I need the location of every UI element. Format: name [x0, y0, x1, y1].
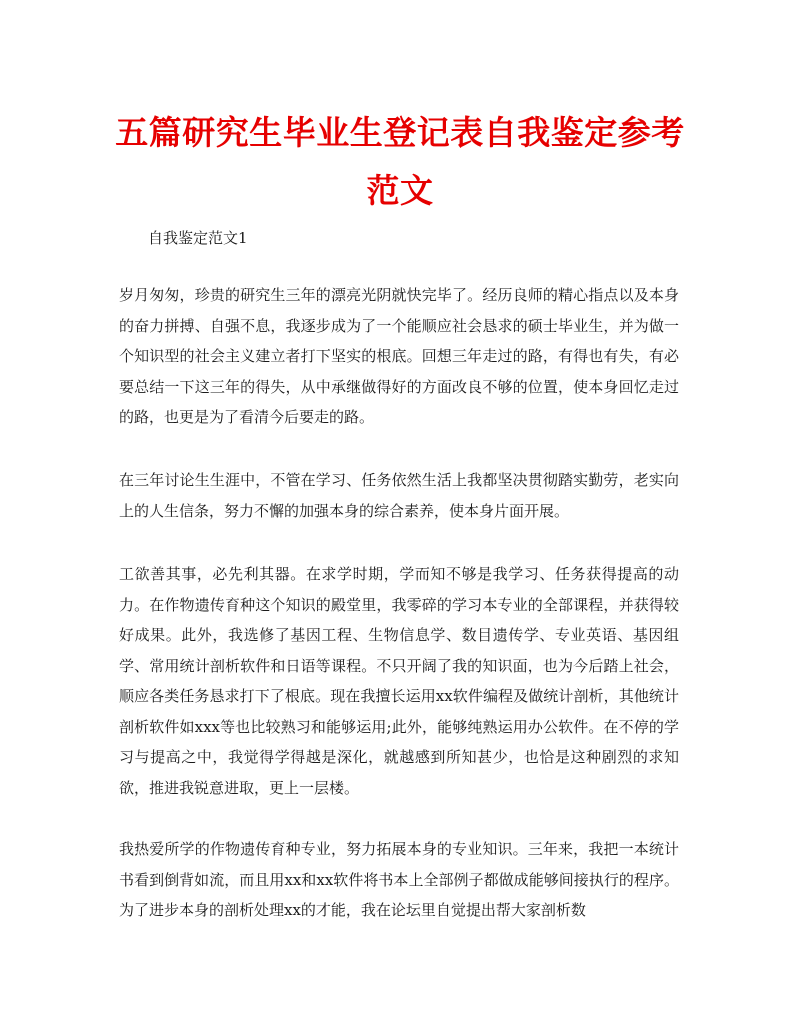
paragraph-3: 工欲善其事，必先利其器。在求学时期，学而知不够是我学习、任务获得提高的动力。在作物遗传育种这个知识的殿堂里，我零碎的学习本专业的全部课程，并获得较好成果。此外，我选修了基因工程、生物信息学、数目遗传学、专业英语、基因组学、常用统计剖析软件和日语等课程。不只开阔了我的知识面，也为今后踏上社会，顺应各类任务恳求打下了根底。现在我擅长运用xx软件编程及做统计剖析，其他统计剖析软件如xxx等也比较熟习和能够运用;此外，能够纯熟运用办公软件。在不停的学习与提高之中，我觉得学得越是深化，就越感到所知甚少，也恰是这种剧烈的求知欲，推进我锐意进取，更上一层楼。 — [119, 565, 679, 797]
paragraph-1: 岁月匆匆，珍贵的研究生三年的漂亮光阴就快完毕了。经历良师的精心指点以及本身的奋力拼搏、自强不息，我逐步成为了一个能顺应社会恳求的硕士毕业生，并为做一个知识型的社会主义建立者打下坚实的根底。回想三年走过的路，有得也有失，有必要总结一下这三年的得失，从中承继做得好的方面改良不够的位置，使本身回忆走过的路，也更是为了看清今后要走的路。 — [119, 286, 679, 426]
paragraph-2: 在三年讨论生生涯中，不管在学习、任务依然生活上我都坚决贯彻踏实勤劳，老实向上的人生信条，努力不懈的加强本身的综合素养，使本身片面开展。 — [119, 471, 679, 520]
section-heading: 自我鉴定范文1 — [148, 229, 248, 247]
page-title: 五篇研究生毕业生登记表自我鉴定参考范文 — [115, 113, 685, 210]
paragraph-4: 我热爱所学的作物遗传育种专业，努力拓展本身的专业知识。三年来，我把一本统计书看到倒背如流，而且用xx和xx软件将书本上全部例子都做成能够间接执行的程序。为了进步本身的剖析处理xx的才能，我在论坛里自觉提出帮大家剖析数 — [119, 840, 679, 919]
